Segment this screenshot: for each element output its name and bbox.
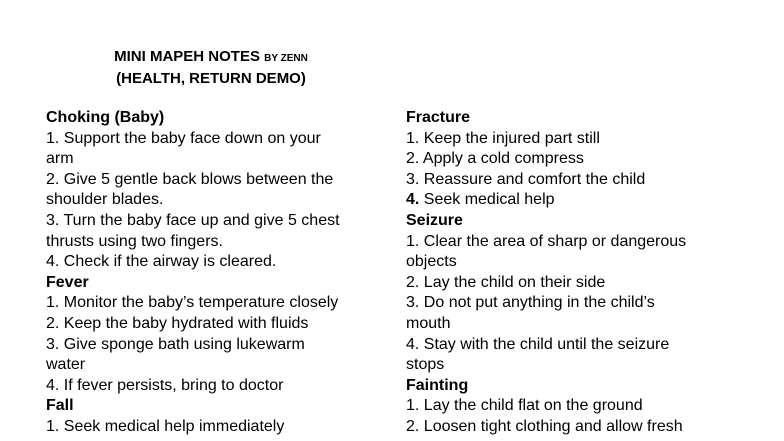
fainting-line: 1. Lay the child flat on the ground	[406, 397, 643, 415]
heading-fall: Fall	[46, 397, 74, 415]
heading-fever: Fever	[46, 273, 89, 291]
title-main: MINI MAPEH NOTES	[114, 48, 260, 65]
seizure-line: stops	[406, 356, 445, 374]
choking-line: arm	[46, 150, 74, 168]
fever-line: 3. Give sponge bath using lukewarm	[46, 335, 305, 353]
seizure-line: mouth	[406, 314, 451, 332]
heading-choking: Choking (Baby)	[46, 109, 165, 126]
seizure-line: 2. Lay the child on their side	[406, 273, 606, 291]
choking-line: 4. Check if the airway is cleared.	[46, 253, 277, 271]
fracture-step-number: 4.	[406, 191, 420, 209]
seizure-line: 1. Clear the area of sharp or dangerous	[406, 232, 687, 250]
seizure-line: 3. Do not put anything in the child’s	[406, 294, 655, 312]
fracture-line-last	[406, 190, 746, 211]
choking-line: 1. Support the baby face down on your	[46, 129, 321, 147]
title-line-1	[46, 47, 376, 69]
fracture-line: 3. Reassure and comfort the child	[406, 170, 646, 188]
heading-fainting: Fainting	[406, 376, 469, 394]
choking-line: thrusts using two fingers.	[46, 232, 223, 250]
right-column	[406, 108, 746, 438]
fever-line: 4. If fever persists, bring to doctor	[46, 376, 284, 394]
title-subtitle: (HEALTH, RETURN DEMO)	[116, 70, 306, 87]
heading-fracture: Fracture	[406, 109, 471, 126]
seizure-line: objects	[406, 253, 457, 271]
fracture-step-text: Seek medical help	[419, 191, 555, 209]
fall-line: 1. Seek medical help immediately	[46, 417, 285, 435]
heading-seizure: Seizure	[406, 211, 463, 229]
fracture-line: 2. Apply a cold compress	[406, 150, 584, 168]
left-column	[46, 108, 386, 438]
document-title	[46, 47, 376, 89]
seizure-line: 4. Stay with the child until the seizure	[406, 335, 670, 353]
choking-line: 3. Turn the baby face up and give 5 chest	[46, 211, 340, 229]
fever-line: 2. Keep the baby hydrated with fluids	[46, 314, 309, 332]
fever-line: water	[46, 356, 86, 374]
title-author: BY ZENN	[264, 53, 308, 64]
choking-line: shoulder blades.	[46, 191, 164, 209]
choking-line: 2. Give 5 gentle back blows between the	[46, 170, 334, 188]
fainting-line: 2. Loosen tight clothing and allow fresh	[406, 417, 683, 435]
fever-line: 1. Monitor the baby’s temperature closely	[46, 294, 339, 312]
fracture-line: 1. Keep the injured part still	[406, 129, 600, 147]
